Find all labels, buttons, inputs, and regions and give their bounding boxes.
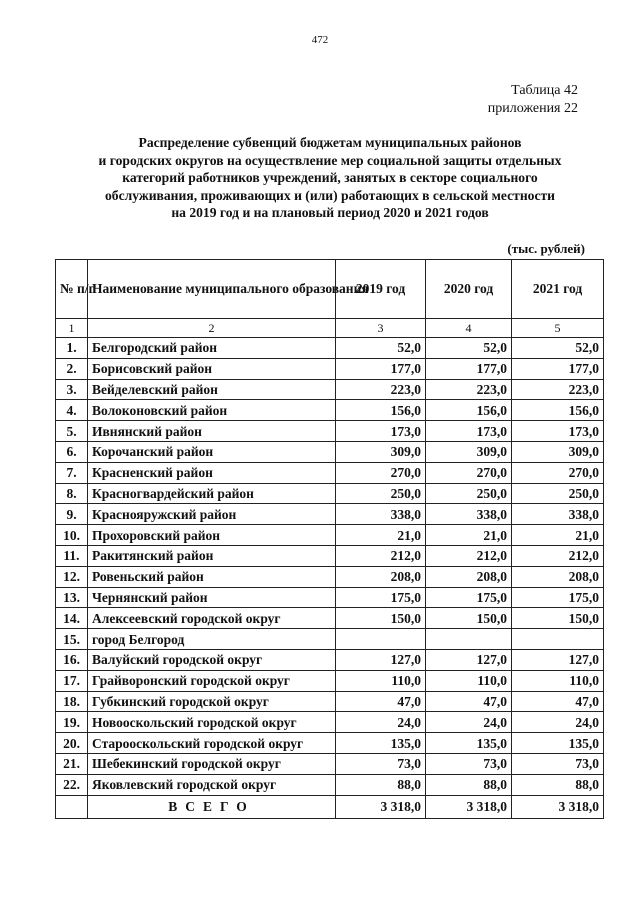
- value-2020: 24,0: [426, 712, 512, 733]
- value-2021: 110,0: [512, 670, 604, 691]
- row-number: 9.: [56, 504, 88, 525]
- table-row: [56, 400, 604, 421]
- value-2021: 47,0: [512, 691, 604, 712]
- total-row: [56, 795, 604, 818]
- municipality-name: Прохоровский район: [88, 525, 336, 546]
- table-row: [56, 483, 604, 504]
- value-2019: 338,0: [336, 504, 426, 525]
- value-2019: 175,0: [336, 587, 426, 608]
- value-2021: 175,0: [512, 587, 604, 608]
- row-number: 10.: [56, 525, 88, 546]
- value-2021: 250,0: [512, 483, 604, 504]
- value-2020: 127,0: [426, 649, 512, 670]
- table-row: [56, 587, 604, 608]
- row-number: 6.: [56, 441, 88, 462]
- row-number: 1.: [56, 338, 88, 359]
- table-row: [56, 504, 604, 525]
- value-2021: 338,0: [512, 504, 604, 525]
- row-number: 19.: [56, 712, 88, 733]
- value-2019: 88,0: [336, 774, 426, 795]
- table-number: Таблица 42: [511, 83, 578, 98]
- table-row: [56, 733, 604, 754]
- table-row: [56, 629, 604, 650]
- table-row: [56, 691, 604, 712]
- table-row: [56, 670, 604, 691]
- title-line: и городских округов на осуществление мер социальной защиты отдельных: [98, 152, 562, 168]
- page-number: 472: [311, 34, 329, 46]
- value-2019: 47,0: [336, 691, 426, 712]
- municipality-name: Белгородский район: [88, 338, 336, 359]
- row-number: 16.: [56, 649, 88, 670]
- header-2019: 2019 год: [336, 260, 426, 319]
- table-row: [56, 525, 604, 546]
- row-number: 18.: [56, 691, 88, 712]
- table-row: [56, 753, 604, 774]
- title-line: на 2019 год и на плановый период 2020 и 2021 годов: [171, 205, 489, 220]
- title-line: Распределение субвенций бюджетам муниципальных районов: [138, 135, 522, 150]
- municipality-name: Красногвардейский район: [88, 483, 336, 504]
- value-2020: 250,0: [426, 483, 512, 504]
- municipality-name: город Белгород: [88, 629, 336, 650]
- value-2020: 208,0: [426, 566, 512, 587]
- municipality-name: Шебекинский городской округ: [88, 753, 336, 774]
- value-2019: 156,0: [336, 400, 426, 421]
- value-2019: [336, 629, 426, 650]
- municipality-name: Борисовский район: [88, 358, 336, 379]
- value-2020: 177,0: [426, 358, 512, 379]
- header-name: Наименование муниципального образования: [88, 260, 336, 319]
- row-number: 4.: [56, 400, 88, 421]
- appendix-reference: [488, 82, 578, 118]
- value-2020: 309,0: [426, 441, 512, 462]
- table-row: [56, 608, 604, 629]
- row-number: 22.: [56, 774, 88, 795]
- row-number: 17.: [56, 670, 88, 691]
- municipality-name: Чернянский район: [88, 587, 336, 608]
- value-2021: 173,0: [512, 421, 604, 442]
- municipality-name: Корочанский район: [88, 441, 336, 462]
- municipality-name: Старооскольский городской округ: [88, 733, 336, 754]
- row-number: 11.: [56, 545, 88, 566]
- row-number: 12.: [56, 566, 88, 587]
- table-body: [56, 338, 604, 796]
- value-2019: 135,0: [336, 733, 426, 754]
- value-2020: 212,0: [426, 545, 512, 566]
- value-2019: 223,0: [336, 379, 426, 400]
- value-2020: 173,0: [426, 421, 512, 442]
- units-label: (тыс. рублей): [507, 241, 585, 256]
- subsidy-table: [55, 259, 604, 819]
- value-2020: 47,0: [426, 691, 512, 712]
- value-2021: 73,0: [512, 753, 604, 774]
- value-2019: 309,0: [336, 441, 426, 462]
- value-2020: 73,0: [426, 753, 512, 774]
- row-number: 14.: [56, 608, 88, 629]
- value-2019: 212,0: [336, 545, 426, 566]
- municipality-name: Грайворонский городской округ: [88, 670, 336, 691]
- table-row: [56, 462, 604, 483]
- value-2021: 150,0: [512, 608, 604, 629]
- value-2019: 110,0: [336, 670, 426, 691]
- value-2020: 52,0: [426, 338, 512, 359]
- table-row: [56, 545, 604, 566]
- value-2021: 212,0: [512, 545, 604, 566]
- value-2021: 156,0: [512, 400, 604, 421]
- value-2021: 21,0: [512, 525, 604, 546]
- row-number: 15.: [56, 629, 88, 650]
- total-label: ВСЕГО: [88, 795, 336, 818]
- document-title: [40, 134, 620, 222]
- value-2021: 309,0: [512, 441, 604, 462]
- table-row: [56, 441, 604, 462]
- municipality-name: Ракитянский район: [88, 545, 336, 566]
- row-number: 20.: [56, 733, 88, 754]
- value-2021: 135,0: [512, 733, 604, 754]
- municipality-name: Ивнянский район: [88, 421, 336, 442]
- table-row: [56, 566, 604, 587]
- value-2019: 52,0: [336, 338, 426, 359]
- row-number: 13.: [56, 587, 88, 608]
- value-2019: 24,0: [336, 712, 426, 733]
- municipality-name: Алексеевский городской округ: [88, 608, 336, 629]
- municipality-name: Вейделевский район: [88, 379, 336, 400]
- column-number: 1: [56, 319, 88, 338]
- table-row: [56, 421, 604, 442]
- header-2020: 2020 год: [426, 260, 512, 319]
- value-2020: 135,0: [426, 733, 512, 754]
- row-number: 3.: [56, 379, 88, 400]
- value-2021: 52,0: [512, 338, 604, 359]
- table-header-row: [56, 260, 604, 319]
- value-2019: 208,0: [336, 566, 426, 587]
- table-row: [56, 649, 604, 670]
- total-2019: 3 318,0: [336, 795, 426, 818]
- value-2019: 21,0: [336, 525, 426, 546]
- value-2019: 270,0: [336, 462, 426, 483]
- value-2021: 127,0: [512, 649, 604, 670]
- column-number-row: [56, 319, 604, 338]
- municipality-name: Красненский район: [88, 462, 336, 483]
- value-2019: 173,0: [336, 421, 426, 442]
- value-2020: 150,0: [426, 608, 512, 629]
- value-2019: 73,0: [336, 753, 426, 774]
- value-2020: 223,0: [426, 379, 512, 400]
- row-number: 7.: [56, 462, 88, 483]
- value-2020: 156,0: [426, 400, 512, 421]
- value-2020: [426, 629, 512, 650]
- value-2019: 150,0: [336, 608, 426, 629]
- value-2020: 110,0: [426, 670, 512, 691]
- value-2019: 250,0: [336, 483, 426, 504]
- value-2021: 223,0: [512, 379, 604, 400]
- value-2020: 88,0: [426, 774, 512, 795]
- header-num: № п/п: [56, 260, 88, 319]
- title-line: категорий работников учреждений, занятых в секторе социального: [122, 170, 538, 185]
- table-row: [56, 774, 604, 795]
- value-2019: 127,0: [336, 649, 426, 670]
- value-2020: 175,0: [426, 587, 512, 608]
- row-number: 5.: [56, 421, 88, 442]
- column-number: 4: [426, 319, 512, 338]
- row-number: 2.: [56, 358, 88, 379]
- value-2021: 24,0: [512, 712, 604, 733]
- header-2021: 2021 год: [512, 260, 604, 319]
- title-line: обслуживания, проживающих и (или) работающих в сельской местности: [104, 187, 556, 203]
- value-2020: 338,0: [426, 504, 512, 525]
- value-2021: [512, 629, 604, 650]
- municipality-name: Яковлевский городской округ: [88, 774, 336, 795]
- municipality-name: Новооскольский городской округ: [88, 712, 336, 733]
- value-2019: 177,0: [336, 358, 426, 379]
- value-2020: 21,0: [426, 525, 512, 546]
- value-2021: 208,0: [512, 566, 604, 587]
- value-2021: 177,0: [512, 358, 604, 379]
- municipality-name: Волоконовский район: [88, 400, 336, 421]
- row-number: 8.: [56, 483, 88, 504]
- column-number: 5: [512, 319, 604, 338]
- value-2020: 270,0: [426, 462, 512, 483]
- value-2021: 88,0: [512, 774, 604, 795]
- total-2020: 3 318,0: [426, 795, 512, 818]
- row-number: 21.: [56, 753, 88, 774]
- municipality-name: Ровеньский район: [88, 566, 336, 587]
- column-number: 3: [336, 319, 426, 338]
- appendix-number: приложения 22: [487, 101, 578, 116]
- total-2021: 3 318,0: [512, 795, 604, 818]
- value-2021: 270,0: [512, 462, 604, 483]
- table-row: [56, 358, 604, 379]
- municipality-name: Краснояружский район: [88, 504, 336, 525]
- table-row: [56, 379, 604, 400]
- municipality-name: Губкинский городской округ: [88, 691, 336, 712]
- municipality-name: Валуйский городской округ: [88, 649, 336, 670]
- total-num-cell: [56, 795, 88, 818]
- table-row: [56, 712, 604, 733]
- table-row: [56, 338, 604, 359]
- column-number: 2: [88, 319, 336, 338]
